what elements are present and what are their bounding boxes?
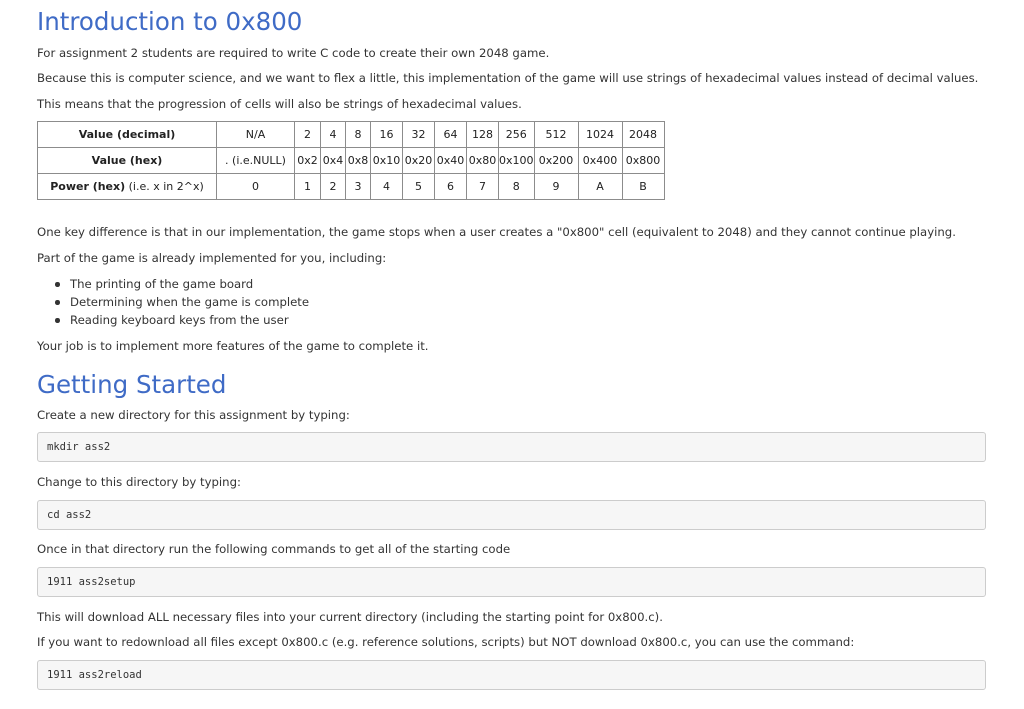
table-cell: 0x8 — [346, 148, 371, 174]
once-in-paragraph: Once in that directory run the following commands to get all of the starting code — [37, 542, 511, 556]
table-cell: 0x100 — [499, 148, 535, 174]
code-block-cd[interactable]: cd ass2 — [37, 500, 986, 530]
table-cell: 0x40 — [435, 148, 467, 174]
intro-paragraph-2: Because this is computer science, and we want to flex a little, this implementation of the game will use strings of hexadecimal values instead of decimal values. — [37, 71, 979, 85]
table-cell: . (i.e.NULL) — [217, 148, 295, 174]
table-cell: 32 — [403, 122, 435, 148]
intro-heading: Introduction to 0x800 — [37, 7, 303, 36]
table-cell: 4 — [321, 122, 346, 148]
row-header-label: Power (hex) — [50, 180, 126, 193]
table-cell: 64 — [435, 122, 467, 148]
table-cell: 0x800 — [622, 148, 664, 174]
table-cell: B — [622, 174, 664, 200]
implemented-intro: Part of the game is already implemented for you, including: — [37, 251, 387, 265]
table-cell: A — [578, 174, 622, 200]
table-cell: N/A — [217, 122, 295, 148]
change-dir-paragraph: Change to this directory by typing: — [37, 475, 241, 489]
download-note-paragraph: This will download ALL necessary files into your current directory (including the starting point for 0x800.c). — [37, 610, 663, 624]
table-cell: 0x10 — [371, 148, 403, 174]
row-header-label: Value (hex) — [91, 154, 163, 167]
table-row-header — [38, 122, 217, 148]
table-cell: 256 — [499, 122, 535, 148]
table-row-header — [38, 174, 217, 200]
list-item: Determining when the game is complete — [70, 295, 310, 309]
table-cell: 5 — [403, 174, 435, 200]
getting-started-heading: Getting Started — [37, 370, 227, 399]
intro-paragraph-3: This means that the progression of cells will also be strings of hexadecimal values. — [37, 97, 522, 111]
table-cell: 6 — [435, 174, 467, 200]
code-block-mkdir[interactable]: mkdir ass2 — [37, 432, 986, 462]
table-row-header — [38, 148, 217, 174]
row-header-note: (i.e. x in 2^x) — [125, 180, 204, 193]
table-cell: 3 — [346, 174, 371, 200]
code-block-reload[interactable]: 1911 ass2reload — [37, 660, 986, 690]
your-job-paragraph: Your job is to implement more features of the game to complete it. — [37, 339, 429, 353]
table-cell: 512 — [534, 122, 578, 148]
redownload-note-paragraph: If you want to redownload all files except 0x800.c (e.g. reference solutions, scripts) but NOT download 0x800.c, you can use the command: — [37, 635, 855, 649]
table-cell: 0x4 — [321, 148, 346, 174]
table-cell: 0x400 — [578, 148, 622, 174]
row-header-label: Value (decimal) — [78, 128, 176, 141]
intro-paragraph-1: For assignment 2 students are required to write C code to create their own 2048 game. — [37, 46, 550, 60]
table-cell: 2048 — [622, 122, 664, 148]
table-cell: 128 — [467, 122, 499, 148]
table-cell: 8 — [346, 122, 371, 148]
table-cell: 7 — [467, 174, 499, 200]
table-cell: 16 — [371, 122, 403, 148]
list-item: The printing of the game board — [70, 275, 309, 293]
list-item: Reading keyboard keys from the user — [70, 311, 309, 329]
table-cell: 4 — [371, 174, 403, 200]
table-row — [38, 174, 665, 200]
create-dir-paragraph: Create a new directory for this assignment by typing: — [37, 408, 350, 422]
table-cell: 0x80 — [467, 148, 499, 174]
table-cell: 0x2 — [295, 148, 321, 174]
table-cell: 1 — [295, 174, 321, 200]
table-row — [38, 148, 665, 174]
table-cell: 0x20 — [403, 148, 435, 174]
table-cell: 8 — [499, 174, 535, 200]
table-cell: 9 — [534, 174, 578, 200]
value-table — [37, 121, 665, 200]
key-difference-paragraph: One key difference is that in our implementation, the game stops when a user creates a "0x800" cell (equivalent to 2048) and they cannot continue playing. — [37, 225, 956, 239]
table-cell: 2 — [295, 122, 321, 148]
table-cell: 0 — [217, 174, 295, 200]
table-cell: 0x200 — [534, 148, 578, 174]
implemented-list — [37, 275, 309, 329]
table-cell: 2 — [321, 174, 346, 200]
code-block-setup[interactable]: 1911 ass2setup — [37, 567, 986, 597]
table-row — [38, 122, 665, 148]
table-cell: 1024 — [578, 122, 622, 148]
